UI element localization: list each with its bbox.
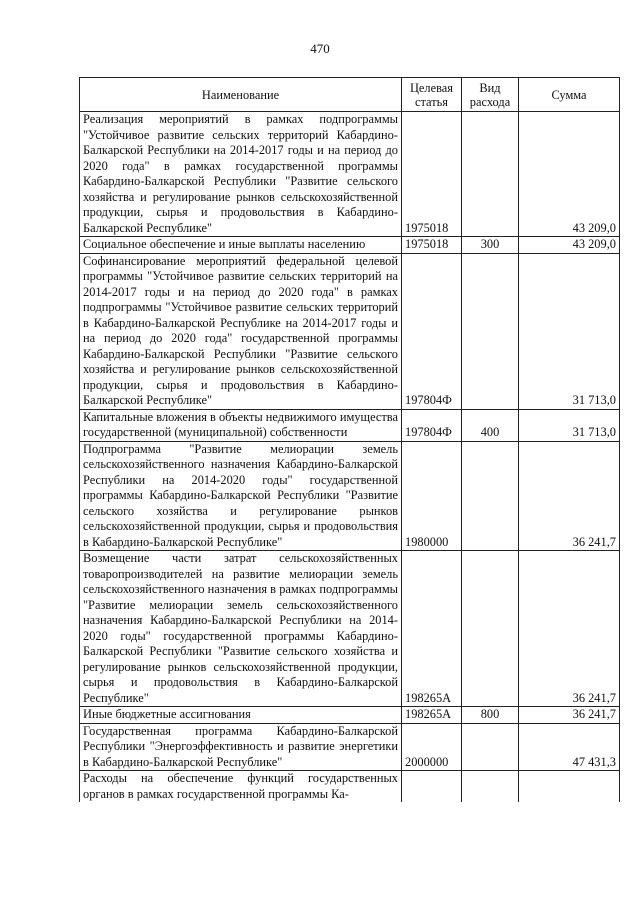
- row-sum: 31 713,0: [519, 409, 620, 441]
- row-code: 197804Ф: [402, 253, 462, 409]
- header-kind: Вид расхода: [462, 78, 519, 112]
- row-sum: 36 241,7: [519, 441, 620, 551]
- row-kind: 300: [462, 237, 519, 254]
- row-name: Возмещение части затрат сельскохозяйственных товаропроизводителей на развитие мелиорации земель сельскохозяйственного назначения в рамках подпрограммы "Развитие мелиорации земель сельскохозяйственного назначения Кабардино-Балкарской Республики на 2014-2020 годы" государственной программы Кабардино-Балкарской Республики "Развитие сельского хозяйства и регулирование рынков сельскохозяйственной продукции, сырья и продовольствия в Кабардино-Балкарской Республике": [80, 551, 402, 707]
- row-name: Государственная программа Кабардино-Балкарской Республики "Энергоэффективность и развитие энергетики в Кабардино-Балкарской Республике": [80, 723, 402, 771]
- table-row: [80, 723, 620, 771]
- row-kind: 400: [462, 409, 519, 441]
- row-sum: 47 431,3: [519, 723, 620, 771]
- row-kind: [462, 112, 519, 237]
- row-sum: 43 209,0: [519, 112, 620, 237]
- row-name: Софинансирование мероприятий федеральной целевой программы "Устойчивое развитие сельских территорий на 2014-2017 годы и на период до 2020 года" в рамках подпрограммы "Устойчивое развитие сельских территорий в Кабардино-Балкарской Республике на 2014-2017 годы и на период до 2020 года" государственной программы Кабардино-Балкарской Республики "Развитие сельского хозяйства и регулирование рынков сельскохозяйственной продукции, сырья и продовольствия в Кабардино-Балкарской Республике": [80, 253, 402, 409]
- row-code: 2000000: [402, 723, 462, 771]
- row-sum: 36 241,7: [519, 707, 620, 724]
- row-code: 1975018: [402, 112, 462, 237]
- row-name: Реализация мероприятий в рамках подпрограммы "Устойчивое развитие сельских территорий Кабардино-Балкарской Республики на 2014-2017 годы и на период до 2020 года" в рамках государственной программы Кабардино-Балкарской Республики "Развитие сельского хозяйства и регулирование рынков сельскохозяйственной продукции, сырья и продовольствия в Кабардино-Балкарской Республике": [80, 112, 402, 237]
- row-kind: [462, 441, 519, 551]
- row-name: Подпрограмма "Развитие мелиорации земель сельскохозяйственного назначения Кабардино-Балкарской Республики на 2014-2020 годы" государственной программы Кабардино-Балкарской Республики "Развитие сельского хозяйства и регулирование рынков сельскохозяйственной продукции, сырья и продовольствия в Кабардино-Балкарской Республике": [80, 441, 402, 551]
- row-name: Социальное обеспечение и иные выплаты населению: [80, 237, 402, 254]
- table-row: [80, 253, 620, 409]
- header-sum: Сумма: [519, 78, 620, 112]
- row-kind: [462, 723, 519, 771]
- table-row: [80, 771, 620, 803]
- table-row: [80, 551, 620, 707]
- row-kind: [462, 771, 519, 803]
- row-code: [402, 771, 462, 803]
- row-sum: 43 209,0: [519, 237, 620, 254]
- row-code: 1980000: [402, 441, 462, 551]
- row-code: 198265А: [402, 551, 462, 707]
- table-row: [80, 441, 620, 551]
- row-name: Расходы на обеспечение функций государственных органов в рамках государственной программы Ка-: [80, 771, 402, 803]
- row-sum: 31 713,0: [519, 253, 620, 409]
- row-kind: 800: [462, 707, 519, 724]
- table-row: [80, 237, 620, 254]
- row-code: 197804Ф: [402, 409, 462, 441]
- row-sum: [519, 771, 620, 803]
- table-header-row: [80, 78, 620, 112]
- row-sum: 36 241,7: [519, 551, 620, 707]
- header-code: Целевая статья: [402, 78, 462, 112]
- row-kind: [462, 551, 519, 707]
- table-row: [80, 112, 620, 237]
- table-row: [80, 707, 620, 724]
- table-row: [80, 409, 620, 441]
- row-code: 198265А: [402, 707, 462, 724]
- header-name: Наименование: [80, 78, 402, 112]
- row-name: Капитальные вложения в объекты недвижимого имущества государственной (муниципальной) собственности: [80, 409, 402, 441]
- row-code: 1975018: [402, 237, 462, 254]
- row-kind: [462, 253, 519, 409]
- row-name: Иные бюджетные ассигнования: [80, 707, 402, 724]
- page-number: 470: [310, 41, 330, 56]
- budget-table: [79, 77, 620, 802]
